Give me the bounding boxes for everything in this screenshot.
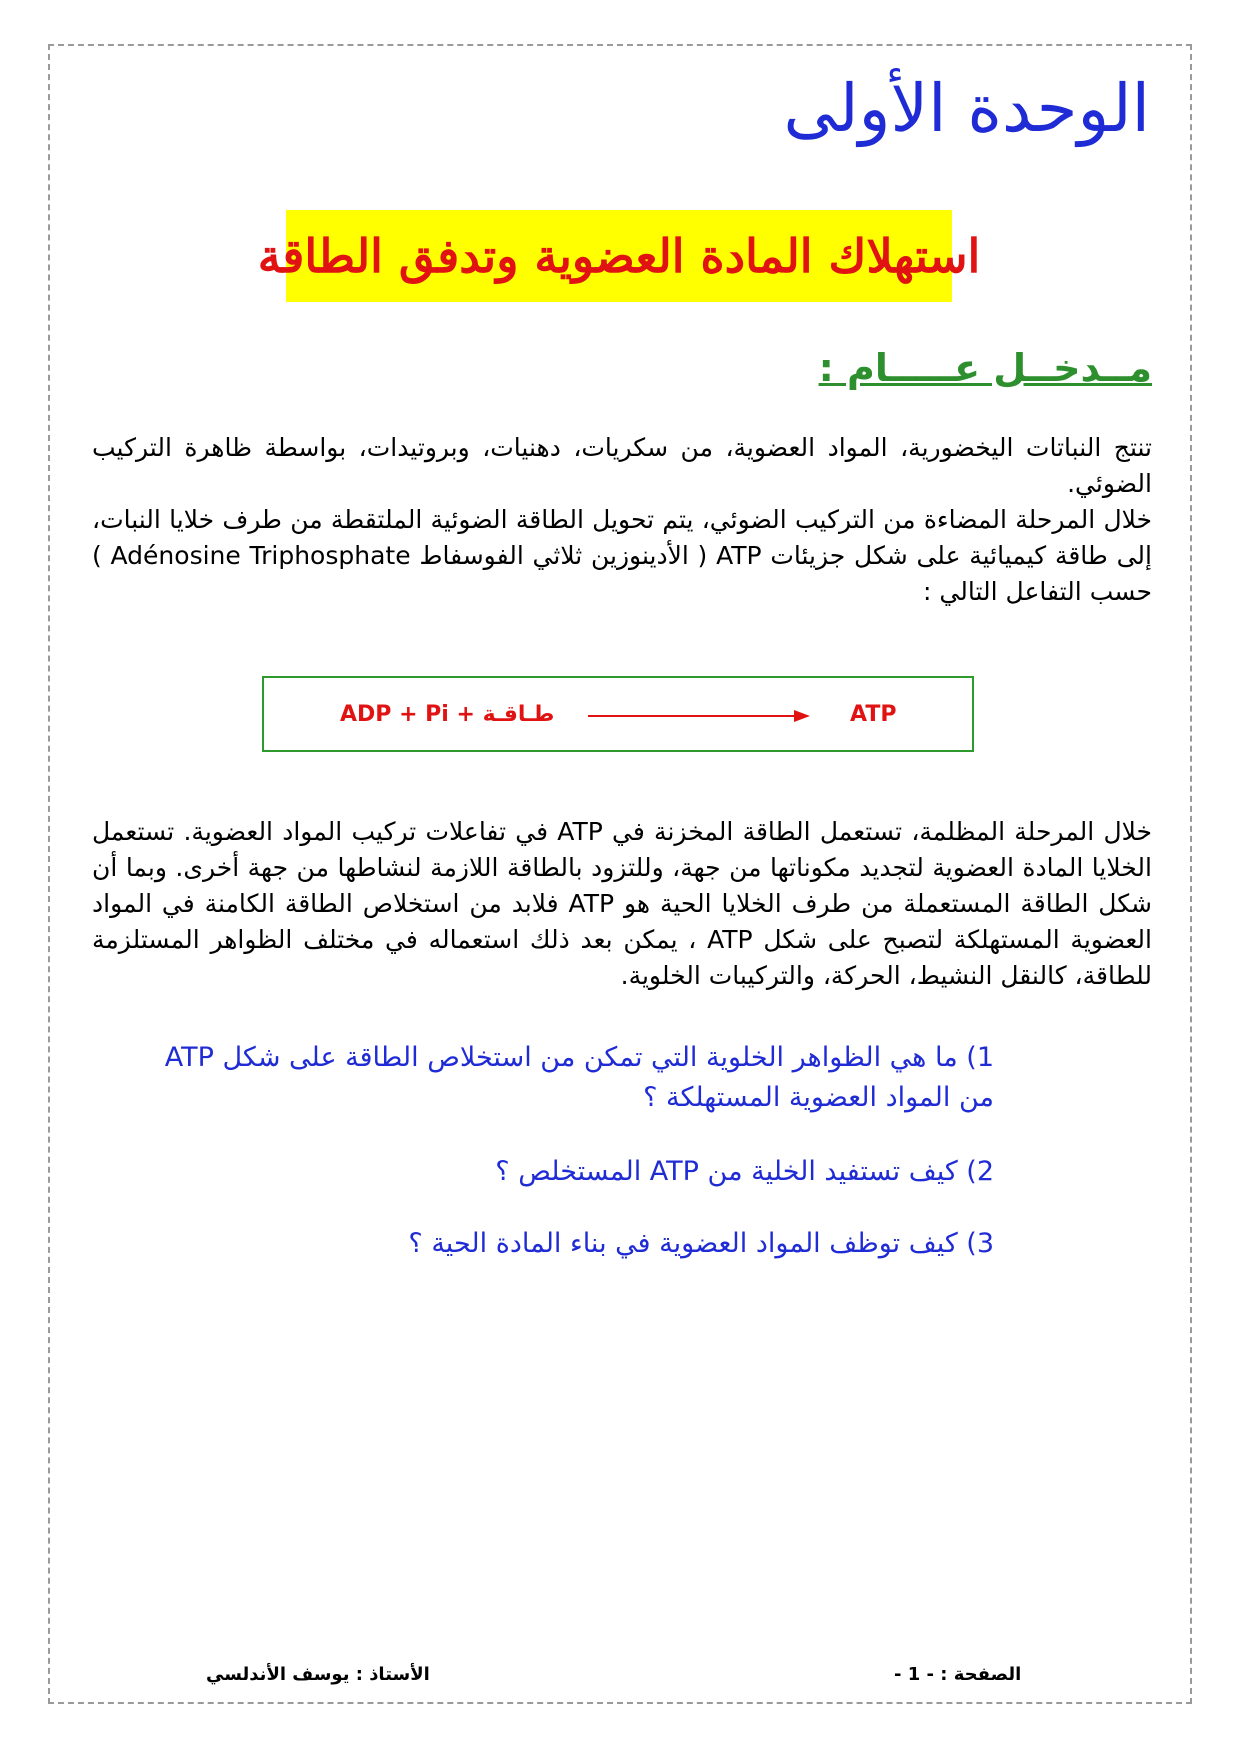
equation-reactants: ADP + Pi + طـاقـة	[340, 702, 555, 727]
title-banner	[257, 210, 981, 302]
question-1: 1) ما هي الظواهر الخلوية التي تمكن من استخلاص الطاقة على شكل ATP من المواد العضوية المستهلكة ؟	[164, 1042, 994, 1113]
footer-page-number: الصفحة : - 1 -	[894, 1664, 1022, 1685]
equation-product: ATP	[850, 702, 897, 727]
intro-text	[92, 430, 1152, 610]
body-paragraph: خلال المرحلة المظلمة، تستعمل الطاقة المخزنة في ATP في تفاعلات تركيب المواد العضوية. تستعمل الخلايا المادة العضوية لتجديد مكوناتها من جهة، وللتزود بالطاقة اللازمة لنشاطها من جهة أخرى. وبما أن شكل الطاقة المستعملة من طرف الخلايا الحية هو ATP فلابد من استخلاص الطاقة الكامنة في المواد العضوية المستهلكة لتصبح على شكل ATP ، يمكن بعد ذلك استعماله في مختلف الظواهر المستلزمة للطاقة، كالنقل النشيط، الحركة، والتركيبات الخلوية.	[92, 817, 1152, 990]
banner-title: استهلاك المادة العضوية وتدفق الطاقة	[257, 229, 981, 283]
footer-teacher: الأستاذ : يوسف الأندلسي	[206, 1664, 430, 1685]
question-2: 2) كيف تستفيد الخلية من ATP المستخلص ؟	[495, 1156, 994, 1187]
reaction-arrow-icon	[588, 704, 810, 728]
intro-heading: مــدخــل عـــــام :	[818, 346, 1152, 390]
unit-title: الوحدة الأولى	[783, 70, 1150, 147]
intro-paragraph-1: تنتج النباتات اليخضورية، المواد العضوية، من سكريات، دهنيات، وبروتيدات، بواسطة ظاهرة التركيب الضوئي.	[92, 433, 1152, 498]
question-3: 3) كيف توظف المواد العضوية في بناء المادة الحية ؟	[408, 1228, 994, 1259]
reaction-equation-box	[262, 676, 974, 752]
intro-paragraph-2: خلال المرحلة المضاءة من التركيب الضوئي، يتم تحويل الطاقة الضوئية الملتقطة من طرف خلايا النبات، إلى طاقة كيميائية على شكل جزيئات ATP ( الأدينوزين ثلاثي الفوسفاط Adénosine Triphosphate ) حسب التفاعل التالي :	[92, 505, 1152, 606]
